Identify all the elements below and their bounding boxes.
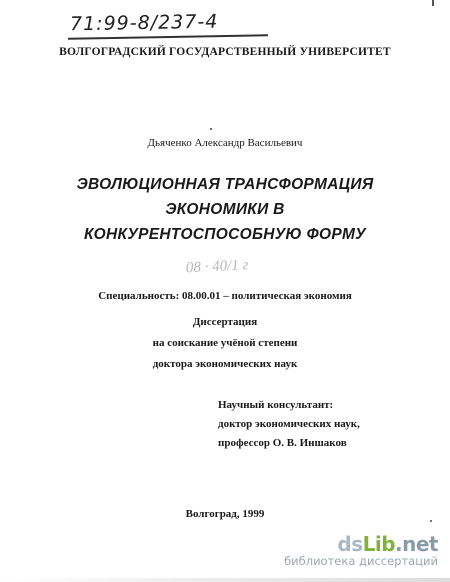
scan-speck <box>430 520 432 522</box>
dslib-watermark[interactable] <box>284 532 438 568</box>
edge-mark <box>432 0 434 6</box>
university-name: ВОЛГОГРАДСКИЙ ГОСУДАРСТВЕННЫЙ УНИВЕРСИТЕТ <box>59 46 391 58</box>
scan-bottom-edge <box>0 578 450 582</box>
dslib-logo[interactable] <box>284 532 438 556</box>
title-line-1: ЭВОЛЮЦИОННАЯ ТРАНСФОРМАЦИЯ <box>76 176 374 193</box>
scan-speck <box>210 128 212 130</box>
city-year: Волгоград, 1999 <box>185 508 265 520</box>
thesis-type: Диссертация <box>192 316 258 328</box>
handwritten-underline <box>68 34 268 39</box>
title-line-2: ЭКОНОМИКИ В <box>165 201 285 218</box>
logo-ds: ds <box>337 532 363 556</box>
specialty-line: Специальность: 08.00.01 – политическая экономия <box>98 290 352 302</box>
author-name: Дьяченко Александр Васильевич <box>147 137 303 149</box>
dslib-subtitle: библиотека диссертаций <box>284 554 438 568</box>
thesis-degree-line-2: доктора экономических наук <box>152 358 298 370</box>
faded-stamp: 08 · 40/1 г <box>185 257 249 277</box>
advisor-name: профессор О. В. Иншаков <box>218 437 347 449</box>
logo-net: .net <box>395 532 438 556</box>
logo-lib: Lib <box>362 532 396 556</box>
thesis-degree-line-1: на соискание учёной степени <box>152 337 298 349</box>
handwritten-catalog-note: 71:99-8/237-4 <box>69 10 219 36</box>
title-line-3: КОНКУРЕНТОСПОСОБНУЮ ФОРМУ <box>84 226 366 243</box>
advisor-heading: Научный консультант: <box>218 399 334 411</box>
advisor-degree: доктор экономических наук, <box>218 418 360 430</box>
